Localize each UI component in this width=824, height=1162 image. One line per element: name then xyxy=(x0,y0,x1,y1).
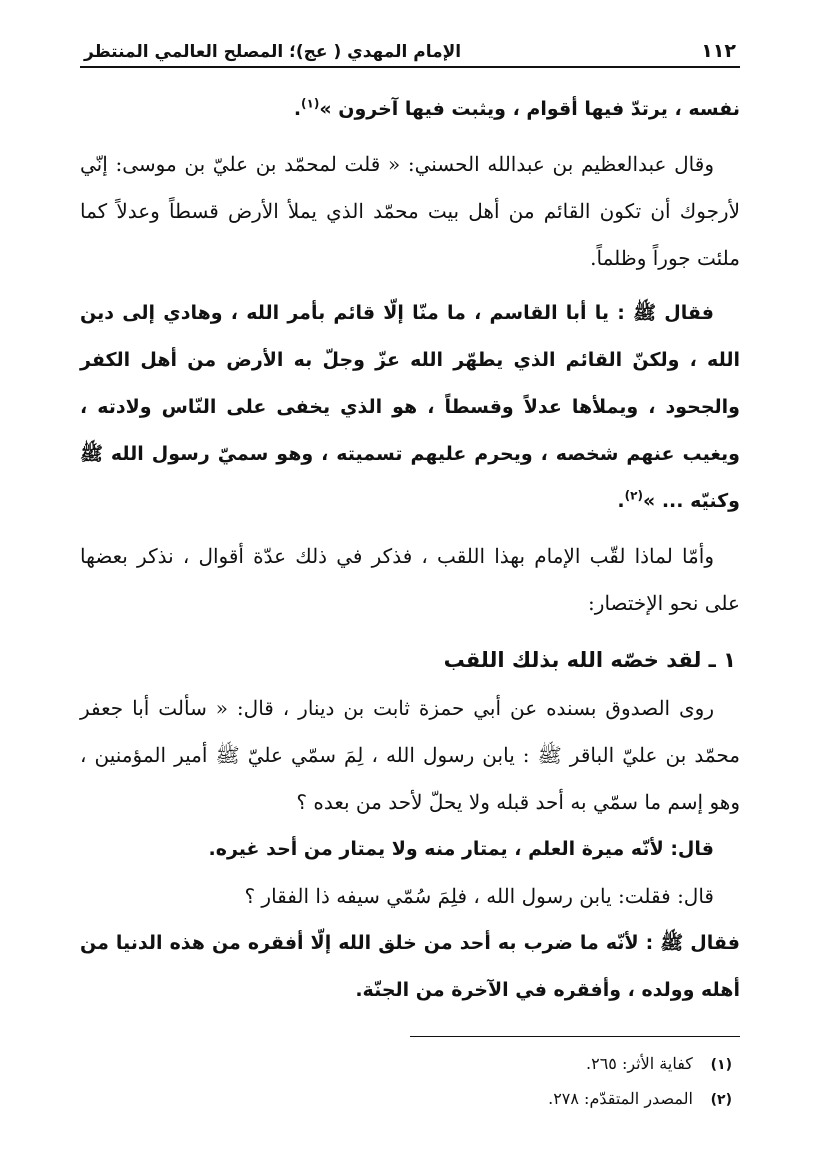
paragraph-text: نفسه ، يرتدّ فيها أقوام ، ويثبت فيها آخرون » xyxy=(319,98,740,120)
footnote-separator xyxy=(410,1036,740,1037)
footnote-text: كفاية الأثر: ٢٦٥. xyxy=(586,1054,693,1073)
footnote-item xyxy=(80,1047,740,1082)
running-header xyxy=(80,30,740,68)
page-number: ١١٢ xyxy=(701,40,736,62)
footnote-ref-1: (١) xyxy=(301,96,320,111)
footnote-ref-2: (٢) xyxy=(624,488,643,503)
footnote-number: (٢) xyxy=(710,1092,732,1108)
book-page xyxy=(80,30,740,1140)
paragraph-text: فقال ﷺ : يا أبا القاسم ، ما منّا إلّا قائم بأمر الله ، وهادي إلى دين الله ، ولكنّ القائم الذي يطهّر الله عزّ وجلّ به الأرض من أهل الكفر والجحود ، ويملأها عدلاً وقسطاً ، هو الذي يخفى على النّاس ولادته ، ويغيب عنهم شخصه ، ويحرم عليهم تسميته ، وهو سميّ رسول الله ﷺ وكنيّه ... » xyxy=(80,302,740,512)
paragraph-end: . xyxy=(617,490,625,512)
paragraph-answer-2: فقال ﷺ : لأنّه ما ضرب به أحد من خلق الله إلّا أفقره من هذه الدنيا من أهله وولده ، وأفقره في الآخرة من الجنّة. xyxy=(80,932,740,1001)
section-heading: ١ ـ لقد خصّه الله بذلك اللقب xyxy=(443,648,736,672)
paragraph-end: . xyxy=(293,98,302,120)
footnotes xyxy=(80,1047,740,1117)
paragraph-continuation xyxy=(80,86,740,133)
paragraph-quote xyxy=(80,290,740,525)
footnote-text: المصدر المتقدّم: ٢٧٨. xyxy=(548,1089,693,1108)
paragraph-narration: وقال عبدالعظيم بن عبدالله الحسني: « قلت لمحمّد بن عليّ بن موسى: إنّي لأرجوك أن تكون القائم من أهل بيت محمّد الذي يملأ الأرض قسطاً وعدلاً كما ملئت جوراً وظلماً. xyxy=(80,152,740,270)
footnote-number: (١) xyxy=(710,1057,732,1073)
footnote-item xyxy=(80,1082,740,1117)
paragraph-answer-1: قال: لأنّه ميرة العلم ، يمتار منه ولا يمتار من أحد غيره. xyxy=(208,838,714,860)
paragraph-question-2: قال: فقلت: يابن رسول الله ، فلِمَ سُمّي سيفه ذا الفقار ؟ xyxy=(244,884,714,908)
page-body xyxy=(80,68,740,1117)
paragraph-narration-2: روى الصدوق بسنده عن أبي حمزة ثابت بن دينار ، قال: « سألت أبا جعفر محمّد بن عليّ الباقر ﷺ : يابن رسول الله ، لِمَ سمّي عليّ ﷺ أمير المؤمنين ، وهو إسم ما سمّي به أحد قبله ولا يحلّ لأحد من بعده ؟ xyxy=(80,696,740,814)
running-title: الإمام المهدي ( عج)؛ المصلح العالمي المنتظر xyxy=(84,42,462,62)
paragraph-intro: وأمّا لماذا لقّب الإمام بهذا اللقب ، فذكر في ذلك عدّة أقوال ، نذكر بعضها على نحو الإختصار: xyxy=(80,544,740,615)
